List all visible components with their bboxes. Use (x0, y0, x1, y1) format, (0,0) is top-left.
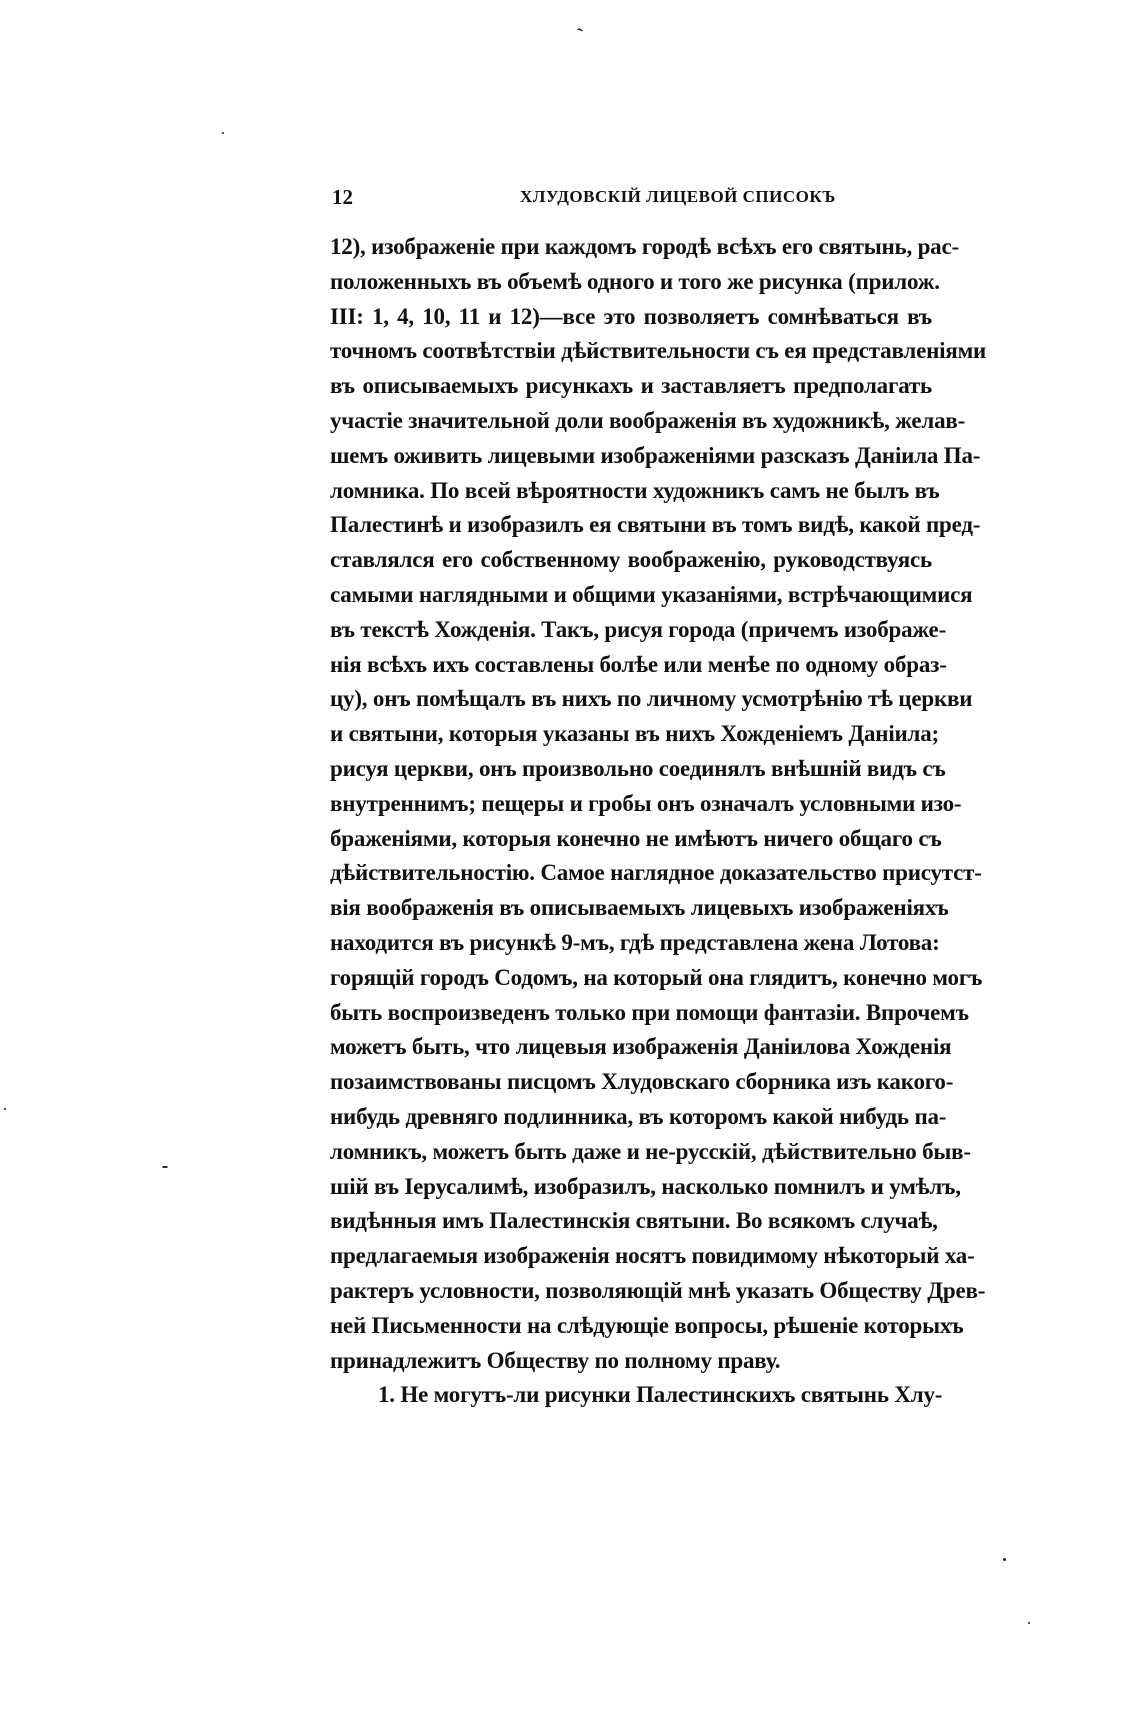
text-line: быть воспроизведенъ только при помощи фантазіи. Впрочемъ (330, 999, 969, 1025)
text-line: вія воображенія въ описываемыхъ лицевыхъ изображеніяхъ (330, 895, 949, 921)
text-line: точномъ соотвѣтствіи дѣйствительности съ ея представленіями (330, 338, 987, 364)
running-head (330, 185, 932, 215)
text-line: нія всѣхъ ихъ составлены болѣе или менѣе по одному образ- (330, 651, 947, 677)
text-line: дѣйствительностію. Самое наглядное доказательство присутст- (330, 860, 982, 886)
text-line: шій въ Іерусалимѣ, изобразилъ, насколько помнилъ и умѣлъ, (330, 1173, 961, 1199)
text-line: ломникъ, можетъ быть даже и не-русскій, дѣйствительно быв- (330, 1138, 971, 1164)
speck (162, 1166, 168, 1168)
running-title: ХЛУДОВСКІЙ ЛИЦЕВОЙ СПИСОКЪ (520, 187, 836, 206)
text-line: ставлялся его собственному воображенію, руководствуясь (330, 547, 932, 573)
text-line: внутреннимъ; пещеры и гробы онъ означалъ условными изо- (330, 790, 962, 816)
text-line: нибудь древняго подлинника, въ которомъ какой нибудь па- (330, 1103, 947, 1129)
text-line: цу), онъ помѣщалъ въ нихъ по личному усмотрѣнію тѣ церкви (330, 686, 973, 712)
text-line: браженіями, которыя конечно не имѣютъ ничего общаго съ (330, 825, 942, 851)
speck (4, 1108, 6, 1110)
speck (1003, 1558, 1006, 1561)
text-line: рактеръ условности, позволяющій мнѣ указать Обществу Древ- (330, 1277, 986, 1303)
text-line: видѣнныя имъ Палестинскія святыни. Во всякомъ случаѣ, (330, 1208, 938, 1234)
text-line: позаимствованы писцомъ Хлудовскаго сборника изъ какого- (330, 1069, 954, 1095)
text-line: ломника. По всей вѣроятности художникъ самъ не былъ въ (330, 477, 940, 503)
text-line: ней Письменности на слѣдующіе вопросы, рѣшеніе которыхъ (330, 1312, 964, 1338)
text-line: въ текстѣ Хожденія. Такъ, рисуя города (причемъ изображе- (330, 616, 947, 642)
page-number: 12 (332, 185, 353, 209)
text-line: шемъ оживить лицевыми изображеніями разсказъ Даніила Па- (330, 442, 981, 468)
ink-mark: ˎ (567, 3, 586, 34)
text-line: положенныхъ въ объемѣ одного и того же рисунка (прилож. (330, 268, 940, 294)
text-line: рисуя церкви, онъ произвольно соединялъ внѣшній видъ съ (330, 755, 946, 781)
text-line: предлагаемыя изображенія носятъ повидимому нѣкоторый ха- (330, 1243, 975, 1269)
text-line: 1. Не могутъ-ли рисунки Палестинскихъ святынь Хлу- (378, 1382, 943, 1408)
text-line: горящій городъ Содомъ, на который она глядитъ, конечно могъ (330, 964, 983, 990)
text-line: участіе значительной доли воображенія въ художникѣ, желав- (330, 407, 966, 433)
speck (222, 132, 224, 134)
text-line: находится въ рисункѣ 9-мъ, гдѣ представлена жена Лотова: (330, 929, 940, 955)
text-line: III: 1, 4, 10, 11 и 12)—все это позволяетъ сомнѣваться въ (330, 303, 932, 329)
speck (1028, 1622, 1030, 1624)
text-line: самыми наглядными и общими указаніями, встрѣчающимися (330, 581, 973, 607)
body-text (330, 230, 987, 1413)
text-line: можетъ быть, что лицевыя изображенія Даніилова Хожденія (330, 1034, 952, 1060)
text-line: принадлежитъ Обществу по полному праву. (330, 1347, 781, 1373)
text-line: и святыни, которыя указаны въ нихъ Хожденіемъ Даніила; (330, 721, 940, 747)
text-line: 12), изображеніе при каждомъ городѣ всѣхъ его святынь, рас- (330, 234, 959, 259)
text-line: въ описываемыхъ рисункахъ и заставляетъ предполагать (330, 373, 932, 399)
text-line: Палестинѣ и изобразилъ ея святыни въ томъ видѣ, какой пред- (330, 512, 981, 538)
